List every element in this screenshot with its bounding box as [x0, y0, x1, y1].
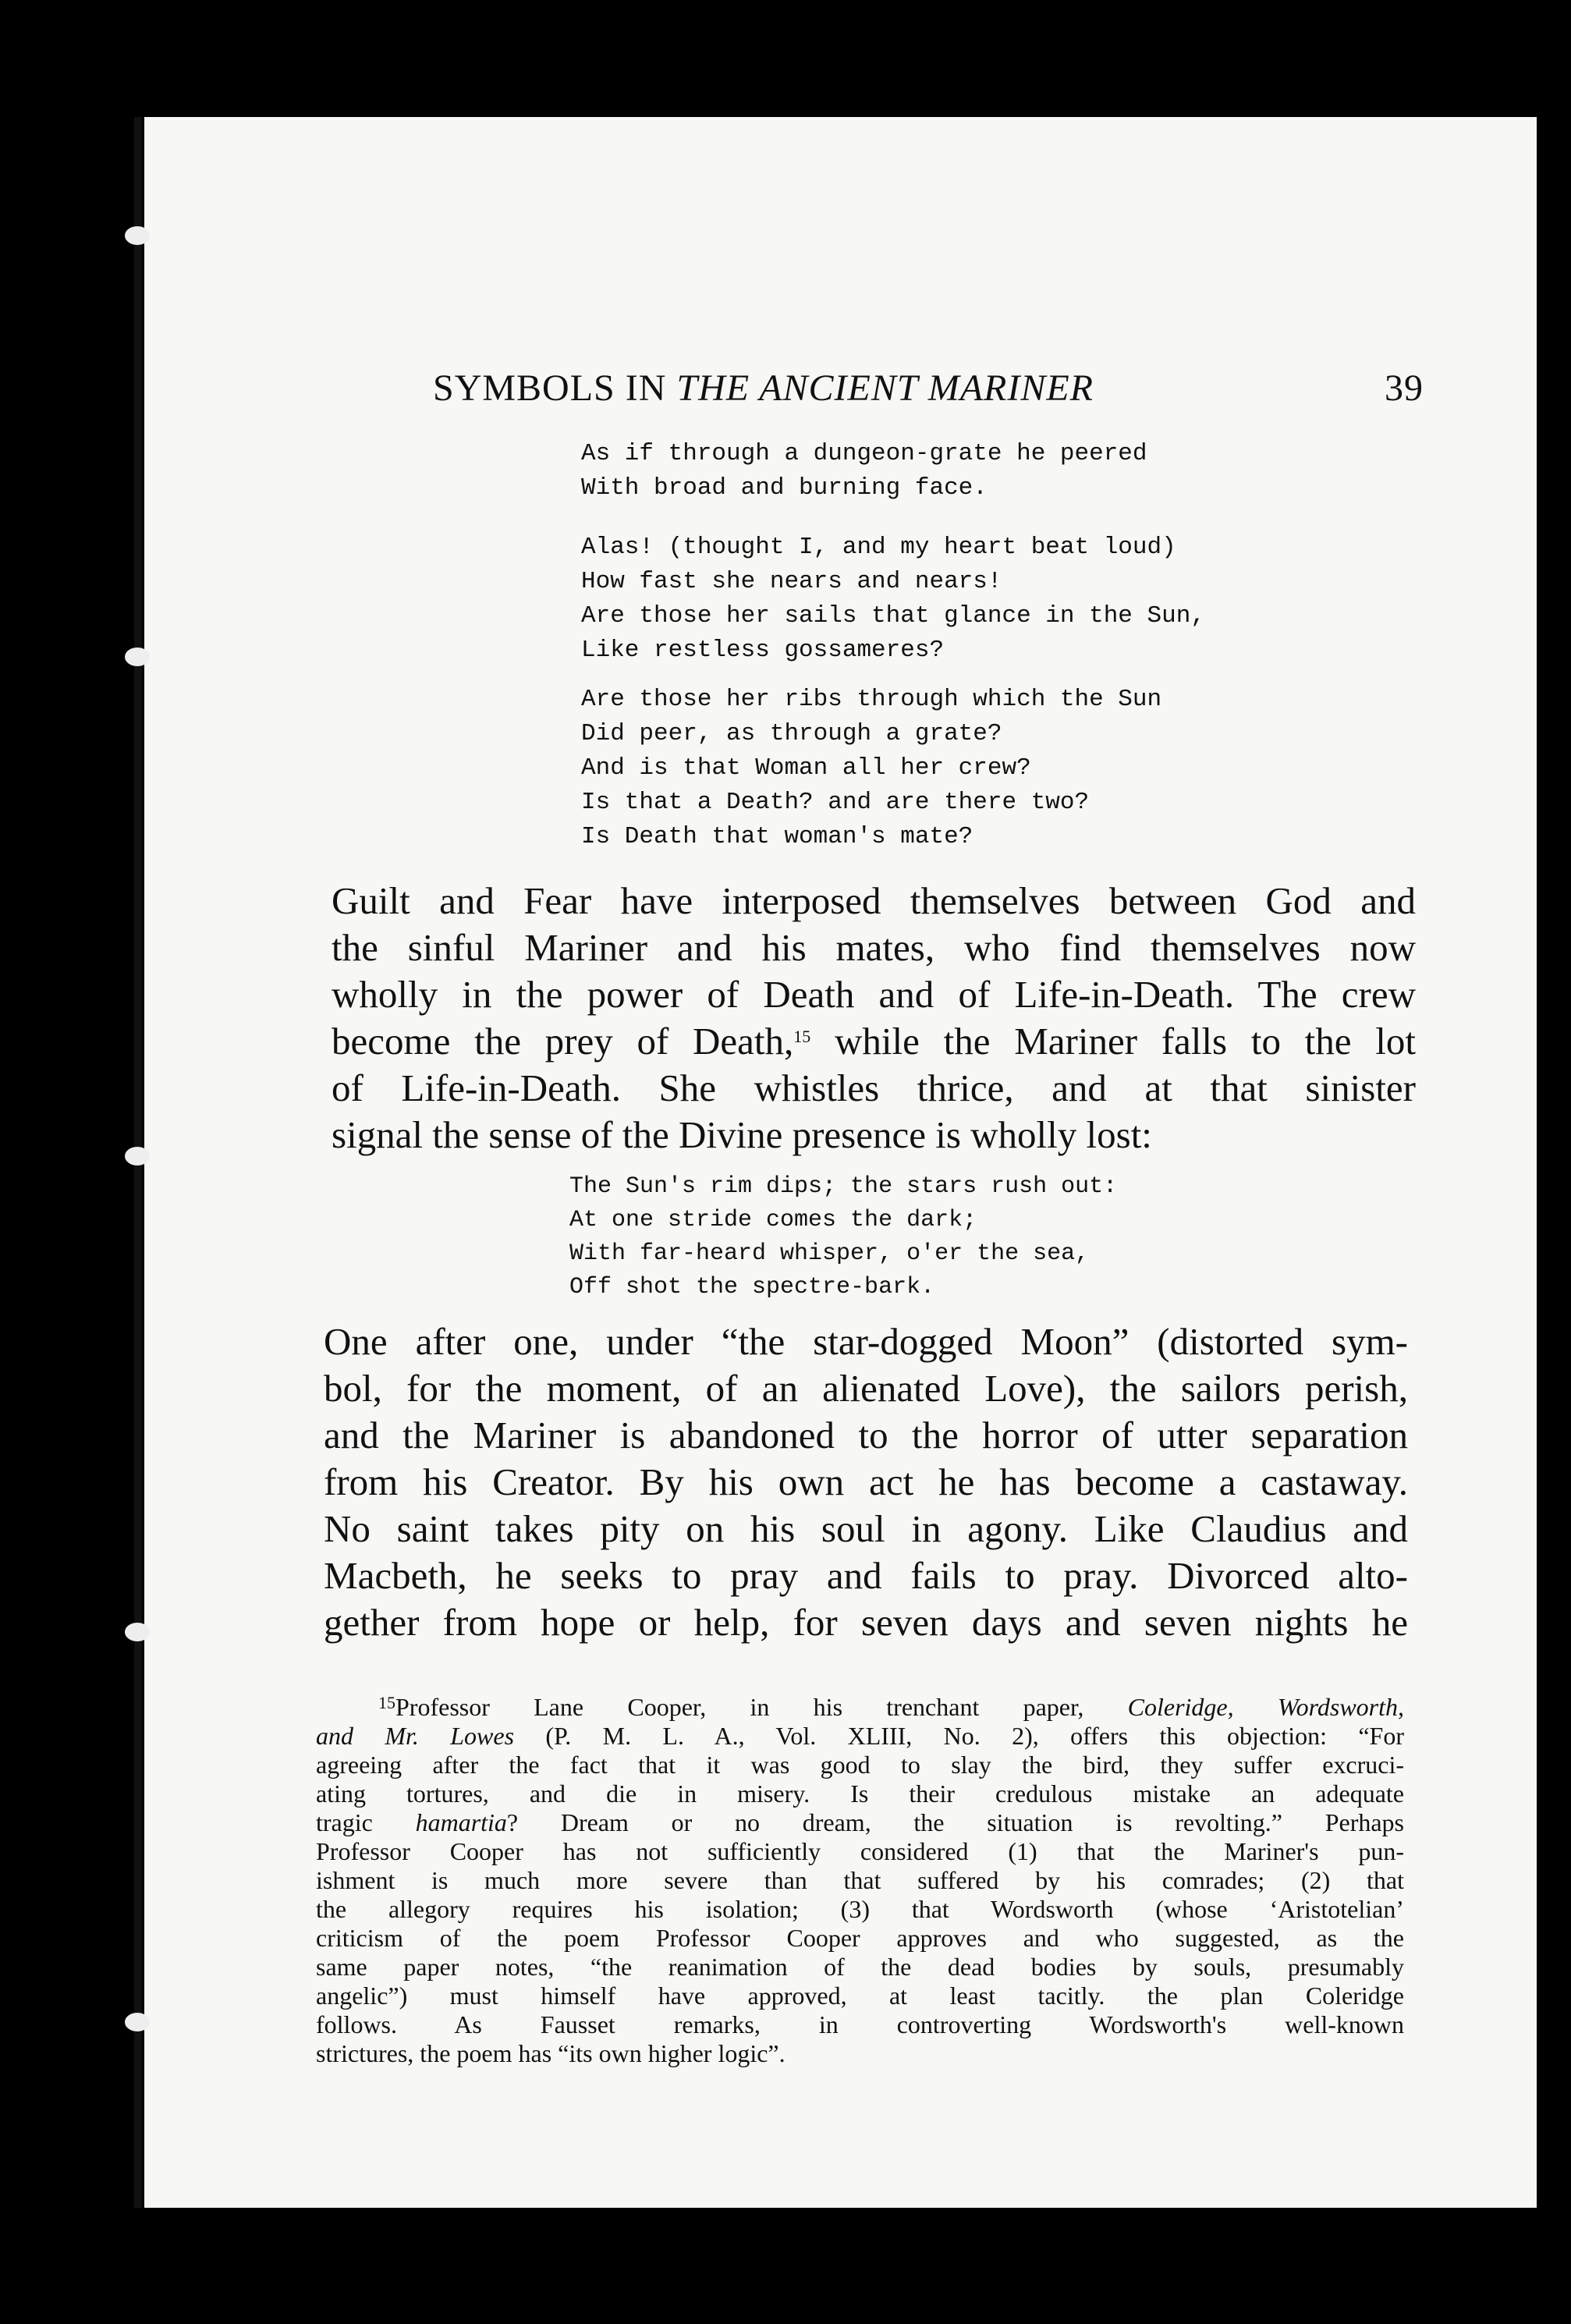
binding-stitch [125, 648, 150, 666]
footnote-line: Professor Cooper has not sufficiently considered (1) that the Mariner's pun- [316, 1837, 1404, 1865]
paragraph-line [332, 1018, 1416, 1065]
running-header [433, 367, 1424, 413]
verse-line: Did peer, as through a grate? [581, 720, 1002, 747]
footnote-line: ishment is much more severe than that suffered by his comrades; (2) that [316, 1866, 1404, 1894]
verse-line: The Sun's rim dips; the stars rush out: [569, 1173, 1118, 1200]
verse-line: How fast she nears and nears! [581, 568, 1002, 595]
paragraph-line: No saint takes pity on his soul in agony. Like Claudius and [324, 1507, 1408, 1550]
footnote-line [316, 1722, 1404, 1751]
verse-stanza [581, 530, 1205, 668]
footnote-text: Professor Lane Cooper, in his trenchant paper, [395, 1693, 1128, 1721]
verse-line: And is that Woman all her crew? [581, 754, 1031, 782]
verse-line: Are those her ribs through which the Sun [581, 686, 1162, 713]
page-number: 39 [1385, 367, 1424, 409]
footnote-term: hamartia [415, 1808, 507, 1836]
paragraph-line: bol, for the moment, of an alienated Love), the sailors perish, [324, 1367, 1408, 1410]
footnote-title: and Mr. Lowes [316, 1722, 515, 1750]
footnote-line: the allegory requires his isolation; (3) that Wordsworth (whose ‘Aristotelian’ [316, 1895, 1404, 1923]
binding-stitch [125, 1623, 150, 1641]
verse-line: Like restless gossameres? [581, 637, 945, 664]
footnote-line: agreeing after the fact that it was good to slay the bird, they suffer excruci- [316, 1751, 1404, 1779]
paragraph-line: One after one, under “the star-dogged Moon” (distorted sym- [324, 1320, 1408, 1363]
footnote-ref: 15 [793, 1027, 811, 1046]
footnote-text: ? Dream or no dream, the situation is revolting.” Perhaps [506, 1808, 1405, 1836]
footnote-marker: 15 [378, 1693, 395, 1712]
verse-line: At one stride comes the dark; [569, 1207, 977, 1233]
verse-line: Is that a Death? and are there two? [581, 789, 1090, 816]
verse-line: As if through a dungeon-grate he peered [581, 440, 1147, 467]
binding-stitch [125, 1147, 150, 1166]
paragraph-line: Guilt and Fear have interposed themselves between God and [332, 879, 1416, 922]
footnote-title: Coleridge, Wordsworth, [1127, 1693, 1405, 1721]
paragraph [324, 1318, 1408, 1646]
verse-stanza [569, 1170, 1117, 1304]
verse-line: Off shot the spectre-bark. [569, 1274, 935, 1300]
verse-stanza [581, 683, 1161, 854]
verse-line: Is Death that woman's mate? [581, 823, 973, 850]
footnote-line: strictures, the poem has “its own higher logic”. [316, 2039, 786, 2067]
footnote-line [316, 1693, 1404, 1722]
paragraph-line: signal the sense of the Divine presence is wholly lost: [332, 1113, 1152, 1156]
paragraph-line: from his Creator. By his own act he has become a castaway. [324, 1460, 1408, 1503]
footnote [316, 1693, 1404, 2068]
footnote-line: criticism of the poem Professor Cooper approves and who suggested, as the [316, 1924, 1404, 1952]
footnote-line: ating tortures, and die in misery. Is their credulous mistake an adequate [316, 1779, 1404, 1808]
binding-stitch [125, 2013, 150, 2031]
binding-stitch [125, 226, 150, 245]
paragraph-line: the sinful Mariner and his mates, who find themselves now [332, 926, 1416, 969]
verse-stanza [581, 437, 1147, 506]
paragraph [332, 878, 1416, 1158]
verse-line: With broad and burning face. [581, 474, 988, 502]
footnote-text: (P. M. L. A., Vol. XLIII, No. 2), offers this objection: “For [514, 1722, 1405, 1750]
footnote-line: same paper notes, “the reanimation of the dead bodies by souls, presumably [316, 1953, 1404, 1981]
paragraph-text: while the Mariner falls to the lot [810, 1020, 1416, 1063]
paragraph-text: become the prey of Death, [332, 1020, 794, 1063]
paragraph-line: gether from hope or help, for seven days and seven nights he [324, 1601, 1408, 1644]
verse-line: With far-heard whisper, o'er the sea, [569, 1240, 1090, 1267]
footnote-line: follows. As Fausset remarks, in controverting Wordsworth's well-known [316, 2010, 1404, 2038]
running-title: SYMBOLS IN [433, 367, 677, 409]
paragraph-line: and the Mariner is abandoned to the horror of utter separation [324, 1414, 1408, 1456]
paragraph-line: of Life-in-Death. She whistles thrice, and at that sinister [332, 1066, 1416, 1109]
footnote-line [316, 1808, 1404, 1837]
running-title-italic: THE ANCIENT MARINER [676, 367, 1094, 409]
verse-line: Are those her sails that glance in the Sun, [581, 602, 1205, 630]
paragraph-line: Macbeth, he seeks to pray and fails to pray. Divorced alto- [324, 1554, 1408, 1597]
paragraph-line: wholly in the power of Death and of Life-in-Death. The crew [332, 973, 1416, 1016]
verse-line: Alas! (thought I, and my heart beat loud) [581, 534, 1176, 561]
footnote-line: angelic”) must himself have approved, at least tacitly. the plan Coleridge [316, 1982, 1404, 2010]
footnote-text: tragic [316, 1808, 416, 1836]
